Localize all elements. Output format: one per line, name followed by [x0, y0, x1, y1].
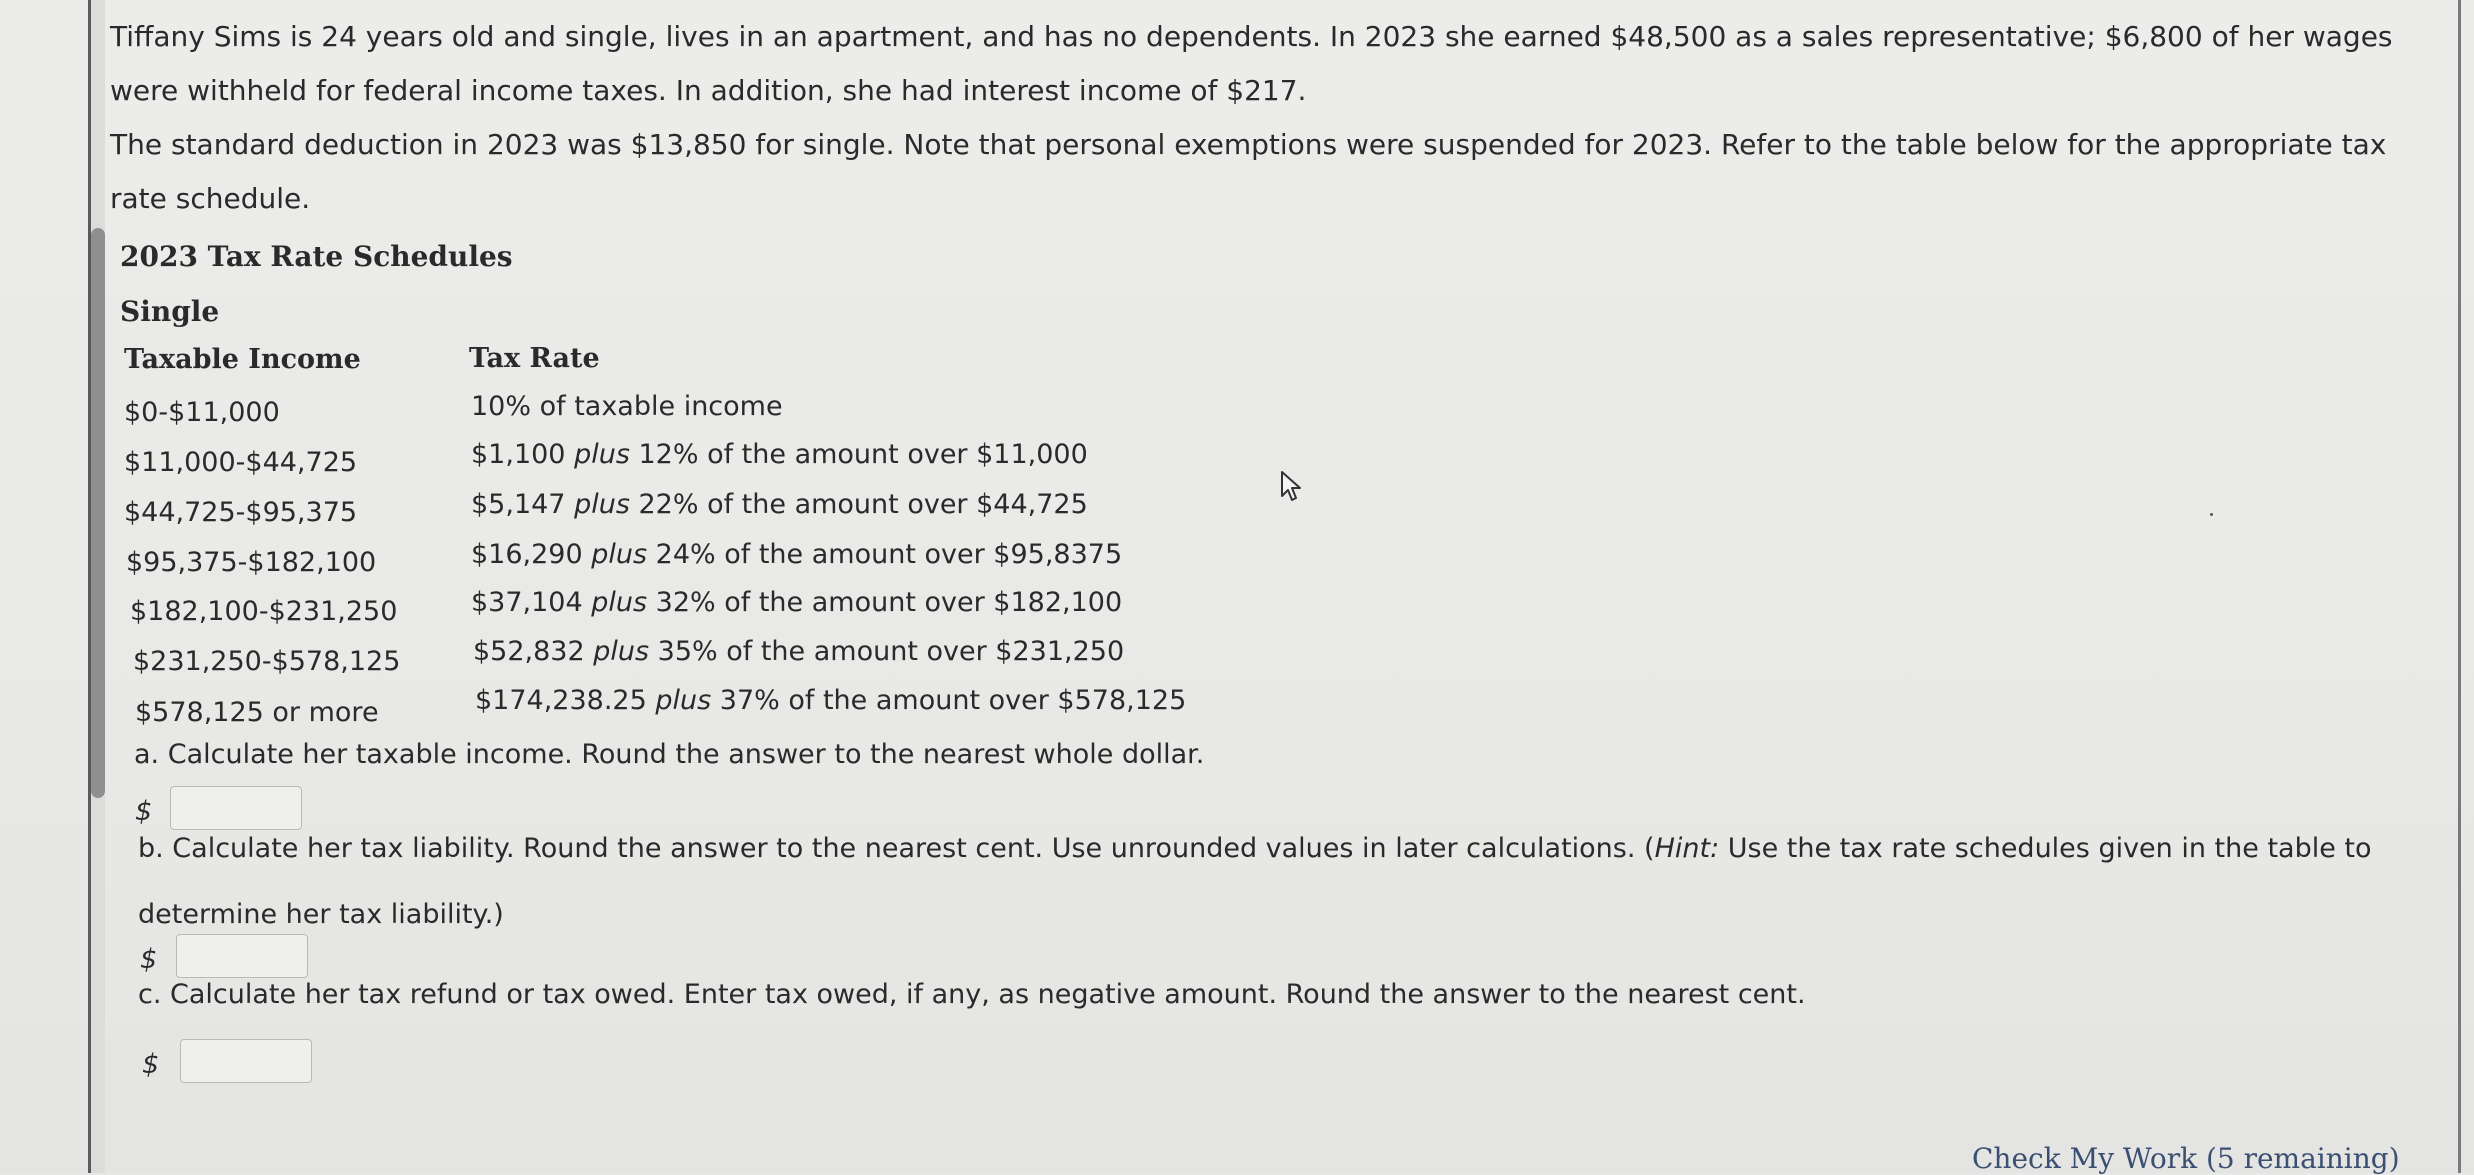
table-row-2-rate: $1,100 plus 12% of the amount over $11,000	[471, 439, 1088, 470]
table-row-6-income: $231,250-$578,125	[133, 646, 401, 677]
table-row-1-income: $0-$11,000	[124, 397, 280, 428]
table-row-1-rate: 10% of taxable income	[471, 391, 783, 422]
question-c-currency: $	[142, 1049, 160, 1080]
table-row-3-income: $44,725-$95,375	[124, 497, 358, 528]
table-row-7-rate: $174,238.25 plus 37% of the amount over $578,125	[475, 685, 1187, 716]
filing-status: Single	[120, 295, 220, 328]
intro-paragraph: Tiffany Sims is 24 years old and single, lives in an apartment, and has no dependents. In 2023 she earned $48,500 as a sales representative; $6,800 of her wages were withheld for federal income taxes. In addition, she had interest income of $217.	[110, 20, 2393, 107]
right-divider	[2458, 0, 2461, 1173]
deduction-paragraph: The standard deduction in 2023 was $13,850 for single. Note that personal exemptions were suspended for 2023. Refer to the table below for the appropriate tax rate schedule.	[110, 128, 2387, 215]
check-my-work-link[interactable]: Check My Work (5 remaining)	[1972, 1142, 2400, 1175]
question-c-text: c. Calculate her tax refund or tax owed. Enter tax owed, if any, as negative amount. Round the answer to the nearest cent.	[138, 979, 1806, 1010]
speck-mark	[2210, 513, 2213, 516]
table-row-5-rate: $37,104 plus 32% of the amount over $182,100	[471, 587, 1123, 618]
table-row-5-income: $182,100-$231,250	[130, 596, 398, 627]
column-header-taxable-income: Taxable Income	[124, 344, 361, 375]
mouse-pointer-icon	[1280, 470, 1306, 506]
table-row-4-rate: $16,290 plus 24% of the amount over $95,8375	[471, 539, 1123, 570]
question-b-currency: $	[140, 944, 158, 975]
table-row-6-rate: $52,832 plus 35% of the amount over $231,250	[473, 636, 1125, 667]
question-c-answer-input[interactable]	[180, 1039, 312, 1083]
question-a-currency: $	[135, 796, 153, 827]
question-b-text: b. Calculate her tax liability. Round the answer to the nearest cent. Use unrounded values in later calculations. (Hint: Use the tax rate schedules given in the table to determine her tax liability.)	[138, 833, 2372, 930]
table-row-4-income: $95,375-$182,100	[126, 547, 377, 578]
table-row-3-rate: $5,147 plus 22% of the amount over $44,725	[471, 489, 1088, 520]
scrollbar-thumb[interactable]	[91, 228, 105, 798]
table-row-2-income: $11,000-$44,725	[124, 447, 358, 478]
question-a-text: a. Calculate her taxable income. Round the answer to the nearest whole dollar.	[134, 739, 1205, 770]
table-row-7-income: $578,125 or more	[135, 697, 379, 728]
table-title: 2023 Tax Rate Schedules	[120, 240, 513, 273]
column-header-tax-rate: Tax Rate	[469, 343, 600, 374]
hint-label: Hint:	[1654, 833, 1720, 864]
